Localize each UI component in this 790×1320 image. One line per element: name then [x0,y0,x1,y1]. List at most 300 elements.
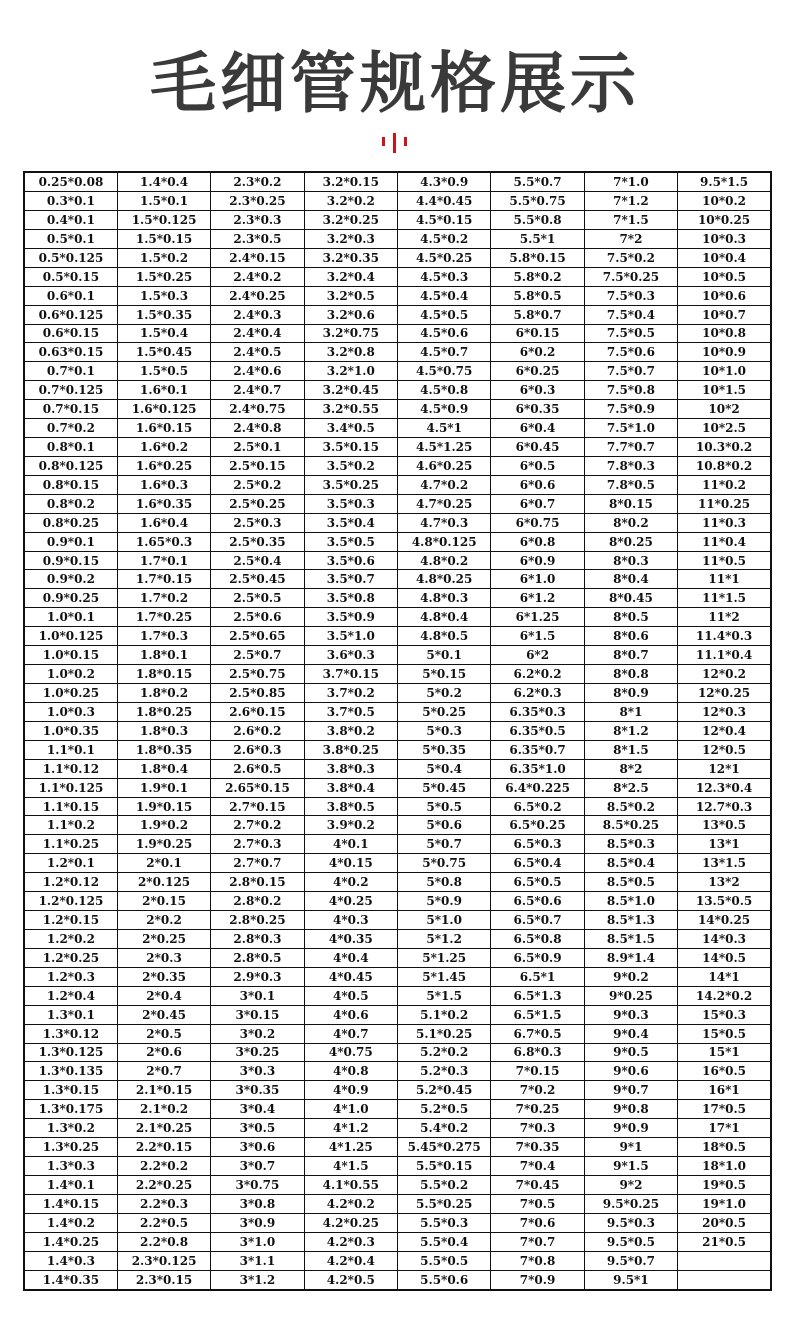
spec-cell: 3.2*0.4 [304,267,397,286]
spec-cell: 3.5*0.9 [304,608,397,627]
spec-cell: 3.2*0.45 [304,381,397,400]
spec-cell: 1.7*0.3 [117,627,210,646]
spec-cell: 7.5*0.8 [584,381,677,400]
table-row [24,797,771,816]
spec-cell: 2.4*0.7 [211,381,304,400]
spec-cell: 9.5*0.7 [584,1251,677,1270]
table-row [24,438,771,457]
spec-cell: 1.0*0.3 [24,702,117,721]
spec-cell: 10*2 [678,400,771,419]
spec-table [23,171,772,1291]
spec-cell: 5.4*0.2 [398,1119,491,1138]
spec-cell: 2.4*0.3 [211,305,304,324]
spec-cell: 6*0.45 [491,438,584,457]
spec-cell: 7.8*0.5 [584,475,677,494]
spec-cell: 0.9*0.15 [24,551,117,570]
spec-cell: 1.6*0.125 [117,400,210,419]
spec-cell: 2.2*0.2 [117,1157,210,1176]
table-row [24,854,771,873]
spec-cell: 8*1 [584,702,677,721]
spec-cell: 9*1 [584,1138,677,1157]
table-row [24,229,771,248]
table-row [24,456,771,475]
table-row [24,570,771,589]
spec-cell: 1.0*0.35 [24,721,117,740]
spec-cell: 11*2 [678,608,771,627]
spec-cell: 4.5*0.2 [398,229,491,248]
spec-cell: 7.8*0.3 [584,456,677,475]
spec-cell: 12*0.3 [678,702,771,721]
spec-cell: 10*1.5 [678,381,771,400]
table-row [24,816,771,835]
spec-cell: 1.5*0.25 [117,267,210,286]
spec-cell: 5*1.0 [398,911,491,930]
spec-cell: 12*0.2 [678,665,771,684]
spec-cell: 1.4*0.25 [24,1232,117,1251]
spec-cell: 2.8*0.25 [211,911,304,930]
spec-cell: 2.6*0.15 [211,702,304,721]
spec-cell: 2.1*0.15 [117,1081,210,1100]
spec-cell: 3.2*0.5 [304,286,397,305]
spec-cell: 16*0.5 [678,1062,771,1081]
spec-cell: 5.5*0.2 [398,1175,491,1194]
table-row [24,1005,771,1024]
spec-cell: 5.2*0.3 [398,1062,491,1081]
spec-cell: 8*0.15 [584,494,677,513]
spec-cell: 3.7*0.5 [304,702,397,721]
spec-cell: 2.7*0.15 [211,797,304,816]
spec-cell: 3.2*0.8 [304,343,397,362]
spec-cell: 5.5*0.5 [398,1251,491,1270]
spec-cell: 3.8*0.2 [304,721,397,740]
spec-cell: 0.5*0.15 [24,267,117,286]
spec-cell: 3*0.1 [211,986,304,1005]
title-divider-marker [382,133,408,159]
spec-cell: 10*0.5 [678,267,771,286]
spec-cell: 3.5*0.15 [304,438,397,457]
spec-cell: 10*2.5 [678,419,771,438]
spec-cell: 3.2*0.15 [304,172,397,192]
spec-cell: 8*1.2 [584,721,677,740]
spec-cell: 10.3*0.2 [678,438,771,457]
spec-cell: 8.5*1.3 [584,911,677,930]
table-row [24,192,771,211]
spec-cell: 4.5*0.4 [398,286,491,305]
spec-cell: 15*0.3 [678,1005,771,1024]
spec-cell: 12*1 [678,759,771,778]
spec-cell: 15*1 [678,1043,771,1062]
spec-cell: 3.5*0.4 [304,513,397,532]
spec-cell: 8.5*0.3 [584,835,677,854]
spec-cell: 1.4*0.4 [117,172,210,192]
spec-cell: 1.8*0.4 [117,759,210,778]
table-row [24,892,771,911]
spec-cell: 11*0.3 [678,513,771,532]
table-row [24,930,771,949]
spec-cell: 1.6*0.2 [117,438,210,457]
spec-cell: 4.5*1.25 [398,438,491,457]
spec-cell: 1.2*0.125 [24,892,117,911]
spec-cell: 1.3*0.175 [24,1100,117,1119]
table-row [24,627,771,646]
spec-cell: 9*0.7 [584,1081,677,1100]
spec-cell: 1.4*0.35 [24,1270,117,1290]
spec-cell: 8*2 [584,759,677,778]
table-row [24,324,771,343]
spec-cell: 2.5*0.5 [211,589,304,608]
spec-cell: 4.5*0.75 [398,362,491,381]
spec-cell: 5.5*0.6 [398,1270,491,1290]
table-row [24,1100,771,1119]
table-row [24,362,771,381]
spec-cell: 11.4*0.3 [678,627,771,646]
spec-cell: 4.8*0.2 [398,551,491,570]
spec-cell: 4*1.0 [304,1100,397,1119]
spec-cell: 5*0.6 [398,816,491,835]
spec-cell: 1.4*0.3 [24,1251,117,1270]
table-row [24,1081,771,1100]
spec-cell: 4.5*0.15 [398,210,491,229]
spec-cell: 6.7*0.5 [491,1024,584,1043]
spec-cell: 1.65*0.3 [117,532,210,551]
spec-cell: 7*0.45 [491,1175,584,1194]
spec-cell: 4.2*0.5 [304,1270,397,1290]
spec-cell: 2.5*0.3 [211,513,304,532]
spec-cell: 8*1.5 [584,740,677,759]
spec-cell: 1.3*0.125 [24,1043,117,1062]
spec-cell: 8.5*0.25 [584,816,677,835]
table-row [24,286,771,305]
spec-cell: 3.4*0.5 [304,419,397,438]
spec-cell: 5*0.3 [398,721,491,740]
spec-cell: 6*0.2 [491,343,584,362]
spec-cell: 6*2 [491,646,584,665]
spec-cell: 1.5*0.45 [117,343,210,362]
spec-cell: 6*0.5 [491,456,584,475]
spec-cell: 4.5*1 [398,419,491,438]
spec-cell: 8*0.45 [584,589,677,608]
spec-cell: 1.2*0.1 [24,854,117,873]
spec-cell: 0.7*0.125 [24,381,117,400]
spec-cell: 5*0.75 [398,854,491,873]
table-row [24,778,771,797]
spec-cell: 4*0.25 [304,892,397,911]
spec-cell: 2*0.7 [117,1062,210,1081]
spec-cell: 6.35*0.3 [491,702,584,721]
spec-cell: 1.6*0.3 [117,475,210,494]
spec-cell: 9*0.9 [584,1119,677,1138]
spec-cell: 1.2*0.3 [24,967,117,986]
spec-cell: 4.2*0.2 [304,1194,397,1213]
spec-cell: 4.5*0.7 [398,343,491,362]
spec-cell: 6*1.5 [491,627,584,646]
spec-cell: 7.5*0.3 [584,286,677,305]
table-row [24,646,771,665]
spec-cell: 5.1*0.2 [398,1005,491,1024]
spec-cell: 4.1*0.55 [304,1175,397,1194]
spec-cell: 6*1.25 [491,608,584,627]
spec-cell: 2*0.5 [117,1024,210,1043]
spec-cell: 0.7*0.15 [24,400,117,419]
spec-cell: 1.1*0.2 [24,816,117,835]
spec-cell: 12.3*0.4 [678,778,771,797]
spec-cell: 3.2*0.6 [304,305,397,324]
spec-cell: 2.5*0.75 [211,665,304,684]
spec-cell: 14*0.25 [678,911,771,930]
spec-cell: 0.5*0.125 [24,248,117,267]
spec-cell: 9.5*0.5 [584,1232,677,1251]
spec-cell: 4.5*0.25 [398,248,491,267]
spec-cell: 8*0.25 [584,532,677,551]
spec-cell: 20*0.5 [678,1213,771,1232]
spec-cell: 1.6*0.25 [117,456,210,475]
spec-cell: 3.5*0.2 [304,456,397,475]
spec-cell: 5*0.25 [398,702,491,721]
spec-cell: 8*0.4 [584,570,677,589]
spec-cell: 3*1.2 [211,1270,304,1290]
spec-cell: 2.4*0.15 [211,248,304,267]
spec-cell: 2*0.35 [117,967,210,986]
spec-cell: 13*1.5 [678,854,771,873]
spec-cell: 4.8*0.5 [398,627,491,646]
spec-cell: 6.5*1.5 [491,1005,584,1024]
spec-cell: 10*0.4 [678,248,771,267]
spec-cell: 13*2 [678,873,771,892]
spec-cell: 5*0.5 [398,797,491,816]
spec-cell: 2.4*0.4 [211,324,304,343]
spec-cell: 4*0.45 [304,967,397,986]
spec-cell: 5.5*1 [491,229,584,248]
spec-cell: 14*1 [678,967,771,986]
spec-cell: 3*0.2 [211,1024,304,1043]
spec-cell: 2.2*0.25 [117,1175,210,1194]
spec-cell: 0.9*0.1 [24,532,117,551]
spec-cell: 11*0.25 [678,494,771,513]
spec-cell: 3.5*0.8 [304,589,397,608]
spec-cell: 0.8*0.25 [24,513,117,532]
spec-cell: 1.2*0.25 [24,948,117,967]
spec-cell: 3*0.75 [211,1175,304,1194]
spec-cell: 3.2*0.55 [304,400,397,419]
spec-cell: 3.2*0.2 [304,192,397,211]
spec-cell: 5.45*0.275 [398,1138,491,1157]
spec-cell: 5*0.7 [398,835,491,854]
spec-cell: 4*0.9 [304,1081,397,1100]
spec-cell: 6.4*0.225 [491,778,584,797]
spec-cell: 1.8*0.35 [117,740,210,759]
spec-cell: 7*0.2 [491,1081,584,1100]
table-row [24,267,771,286]
spec-cell: 0.8*0.1 [24,438,117,457]
table-row [24,494,771,513]
spec-cell: 0.6*0.1 [24,286,117,305]
spec-cell: 10*0.2 [678,192,771,211]
spec-cell: 5*0.2 [398,684,491,703]
spec-cell: 7.5*0.9 [584,400,677,419]
spec-cell: 3.5*0.5 [304,532,397,551]
spec-cell: 2.4*0.8 [211,419,304,438]
spec-cell: 9.5*0.3 [584,1213,677,1232]
spec-cell: 8*0.5 [584,608,677,627]
spec-cell: 13*0.5 [678,816,771,835]
spec-cell: 3.2*0.25 [304,210,397,229]
spec-cell: 0.9*0.25 [24,589,117,608]
spec-cell: 7*0.5 [491,1194,584,1213]
spec-cell: 4.2*0.25 [304,1213,397,1232]
spec-cell: 3*0.5 [211,1119,304,1138]
spec-cell: 1.6*0.35 [117,494,210,513]
spec-cell: 8.9*1.4 [584,948,677,967]
spec-cell: 1.3*0.1 [24,1005,117,1024]
spec-cell: 7*1.5 [584,210,677,229]
spec-cell: 7.7*0.7 [584,438,677,457]
spec-cell: 6.5*0.25 [491,816,584,835]
spec-cell: 6.5*0.8 [491,930,584,949]
spec-cell: 6.35*0.5 [491,721,584,740]
table-row [24,702,771,721]
spec-cell: 4.8*0.3 [398,589,491,608]
spec-cell: 4*0.35 [304,930,397,949]
spec-cell: 4.5*0.8 [398,381,491,400]
spec-cell: 3*1.1 [211,1251,304,1270]
spec-cell: 3*0.4 [211,1100,304,1119]
spec-cell: 8*0.3 [584,551,677,570]
spec-cell: 19*1.0 [678,1194,771,1213]
spec-cell: 1.4*0.2 [24,1213,117,1232]
spec-cell: 5.2*0.2 [398,1043,491,1062]
spec-cell: 0.7*0.1 [24,362,117,381]
spec-cell: 5*0.9 [398,892,491,911]
table-row [24,1213,771,1232]
table-row [24,248,771,267]
spec-cell: 1.5*0.5 [117,362,210,381]
table-row [24,210,771,229]
spec-cell: 13.5*0.5 [678,892,771,911]
spec-cell: 9.5*1 [584,1270,677,1290]
spec-cell: 6*0.8 [491,532,584,551]
spec-cell: 3.7*0.15 [304,665,397,684]
spec-cell: 9*0.4 [584,1024,677,1043]
table-row [24,608,771,627]
spec-cell: 4.8*0.25 [398,570,491,589]
spec-cell: 8.5*0.5 [584,873,677,892]
spec-cell: 11*0.5 [678,551,771,570]
spec-cell: 4.5*0.3 [398,267,491,286]
spec-cell: 4.7*0.25 [398,494,491,513]
table-row [24,1232,771,1251]
table-row [24,911,771,930]
spec-cell: 1.0*0.2 [24,665,117,684]
spec-cell: 6*0.4 [491,419,584,438]
spec-cell [678,1251,771,1270]
spec-cell: 5.8*0.5 [491,286,584,305]
spec-cell: 1.7*0.1 [117,551,210,570]
spec-cell: 2.4*0.25 [211,286,304,305]
spec-cell: 3*0.3 [211,1062,304,1081]
spec-cell: 7*0.25 [491,1100,584,1119]
spec-cell: 2.4*0.75 [211,400,304,419]
spec-cell: 5.5*0.8 [491,210,584,229]
spec-cell: 4.2*0.3 [304,1232,397,1251]
table-row [24,400,771,419]
spec-cell: 3.8*0.25 [304,740,397,759]
spec-cell: 8.5*1.5 [584,930,677,949]
spec-cell: 8*2.5 [584,778,677,797]
table-row [24,873,771,892]
spec-cell: 1.8*0.15 [117,665,210,684]
spec-cell: 9*1.5 [584,1157,677,1176]
spec-cell: 1.3*0.2 [24,1119,117,1138]
spec-cell: 2.8*0.3 [211,930,304,949]
spec-cell: 2.6*0.3 [211,740,304,759]
spec-cell: 1.8*0.3 [117,721,210,740]
spec-cell: 2.1*0.2 [117,1100,210,1119]
spec-cell: 5*0.1 [398,646,491,665]
table-row [24,1194,771,1213]
spec-cell: 6*0.15 [491,324,584,343]
table-row [24,305,771,324]
spec-cell: 7.5*1.0 [584,419,677,438]
spec-cell: 9.5*1.5 [678,172,771,192]
spec-cell: 4*1.25 [304,1138,397,1157]
spec-cell: 5.8*0.2 [491,267,584,286]
spec-cell: 1.5*0.1 [117,192,210,211]
spec-cell: 1.4*0.1 [24,1175,117,1194]
table-row [24,1138,771,1157]
spec-cell: 5.5*0.15 [398,1157,491,1176]
spec-cell: 1.5*0.125 [117,210,210,229]
table-row [24,532,771,551]
spec-cell: 1.5*0.4 [117,324,210,343]
spec-cell: 1.5*0.3 [117,286,210,305]
spec-cell: 1.6*0.15 [117,419,210,438]
spec-cell: 7*0.8 [491,1251,584,1270]
spec-cell: 2.3*0.5 [211,229,304,248]
spec-cell: 17*0.5 [678,1100,771,1119]
spec-cell: 6*0.7 [491,494,584,513]
spec-cell: 6.2*0.3 [491,684,584,703]
spec-cell: 6.2*0.2 [491,665,584,684]
spec-cell: 9*0.3 [584,1005,677,1024]
spec-cell: 3.7*0.2 [304,684,397,703]
spec-cell: 1.0*0.1 [24,608,117,627]
spec-cell: 14*0.3 [678,930,771,949]
spec-cell: 2.5*0.7 [211,646,304,665]
spec-cell: 5.5*0.75 [491,192,584,211]
spec-cell: 3.9*0.2 [304,816,397,835]
spec-cell: 2.3*0.2 [211,172,304,192]
spec-cell: 4*0.7 [304,1024,397,1043]
spec-cell: 0.8*0.2 [24,494,117,513]
spec-cell: 10*0.8 [678,324,771,343]
spec-cell: 2.5*0.45 [211,570,304,589]
spec-cell: 8*0.8 [584,665,677,684]
spec-cell: 1.6*0.1 [117,381,210,400]
page-title: 毛细管规格展示 [150,45,640,122]
spec-cell: 6.5*0.9 [491,948,584,967]
spec-cell: 4*0.5 [304,986,397,1005]
spec-cell: 4.5*0.6 [398,324,491,343]
spec-cell: 3.2*0.75 [304,324,397,343]
spec-cell: 3.5*0.6 [304,551,397,570]
spec-cell: 3.2*0.35 [304,248,397,267]
spec-cell: 7*1.0 [584,172,677,192]
spec-cell: 18*0.5 [678,1138,771,1157]
spec-cell: 2.4*0.6 [211,362,304,381]
spec-cell: 11*1.5 [678,589,771,608]
spec-cell: 8*0.9 [584,684,677,703]
spec-cell: 2.3*0.3 [211,210,304,229]
